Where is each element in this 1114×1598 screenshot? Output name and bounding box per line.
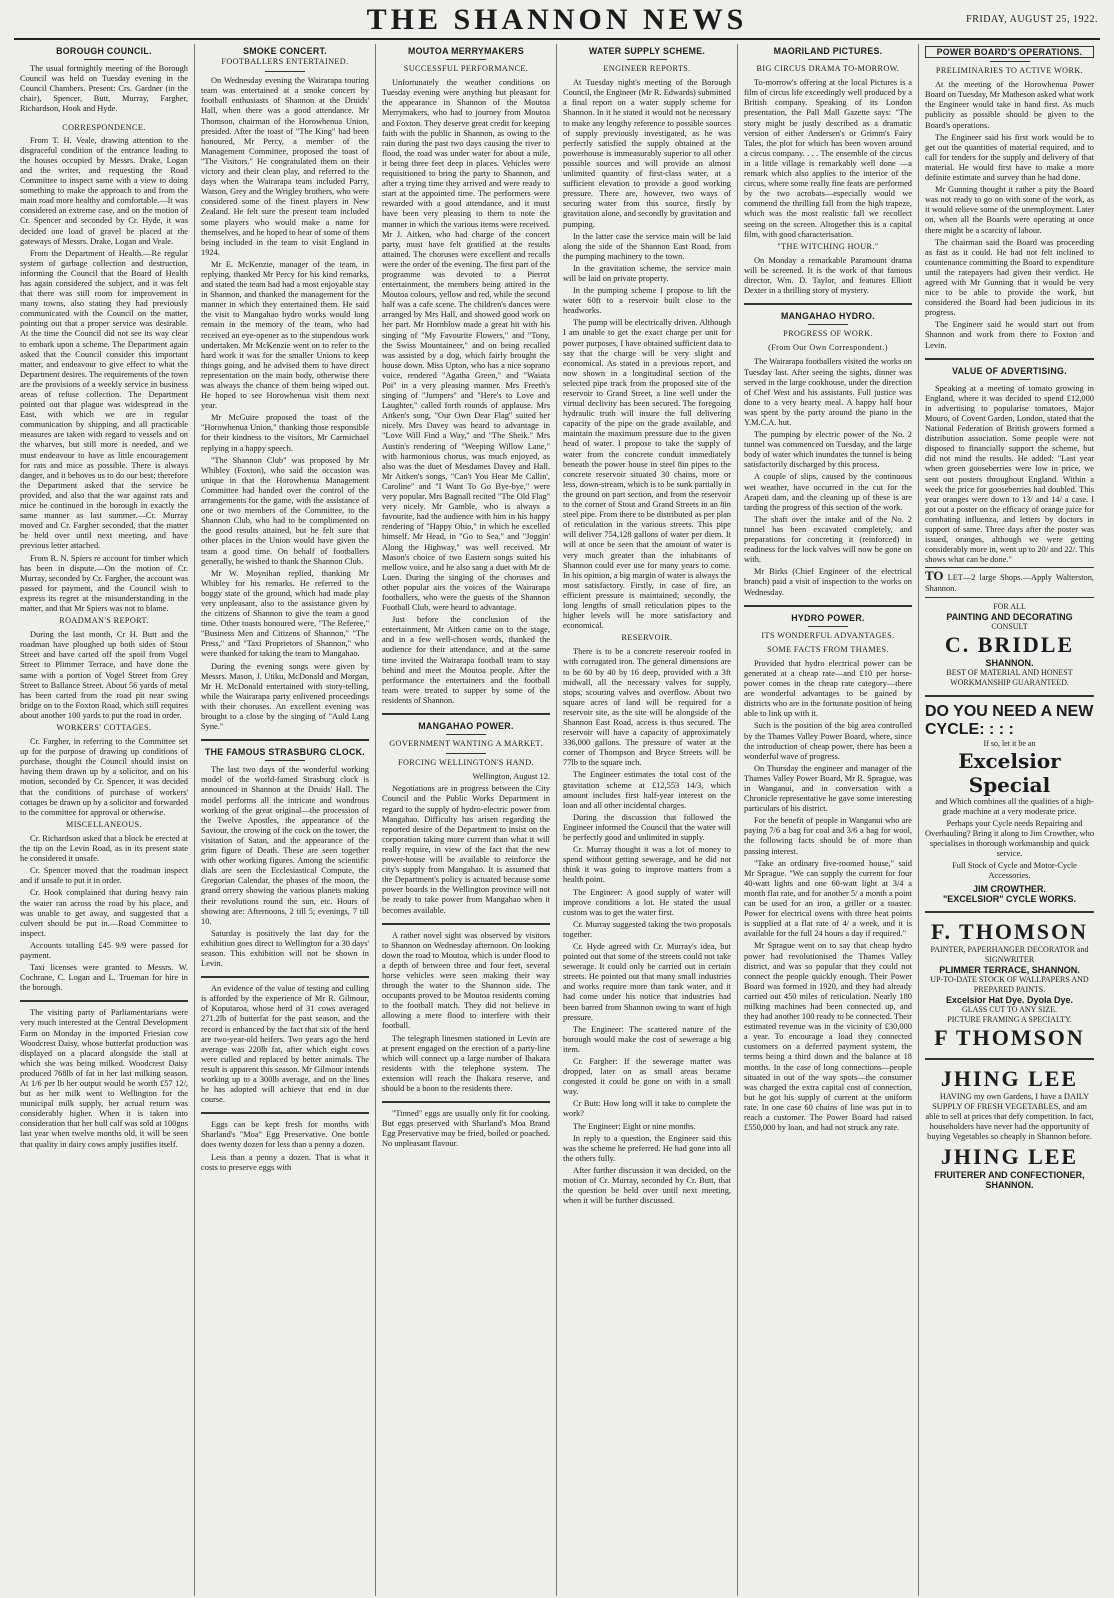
paragraph: A rather novel sight was observed by visitors to Shannon on Wednesday afternoon. On looking down the road to Moutoa, which is under flood to a depth of between three and four feet, several horse vehicles were seen making their way through the water to the Shannon side. The occupants proved to be Moutoa residents coming to the football match. They did not believe in allowing a mere flood to interfere with their football.	[382, 930, 550, 1031]
paragraph: Mr Gunning thought it rather a pity the Board was not ready to go on with some of the work, as it would relieve some of the unemployment. Later on, when all the Boards were operating at once there might be a scarcity of labour.	[925, 185, 1094, 235]
ad-line: SHANNON.	[985, 1180, 1034, 1191]
column-4	[557, 44, 738, 1596]
divider	[265, 71, 305, 72]
paragraph: Mr Sprague went on to say that cheap hydro power had revolutionised the Thames Valley district, and was so popular that they could not connect the people quickly enough. Their Power Board was formed in 1920, and they had already carried out 450 miles of reticulation. Nearly 180 milking machines had been connected up, and they had another 100 ready to be connected. Their estimated revenue was in the vicinity of £30,000 a year. To encourage a load they connected customers on a deferred payment system, the terms being a third down and the balance at 18 months. In the case of long connections—people situated in out of the way spots—the consumer was charged the extra capital cost of connection, but he got his supply of current at the uniform rate. In one case 60 chains of line was put in to reach a customer. The Power Board had raised £550,000 by loan, and had not struck any rate.	[744, 941, 912, 1133]
divider	[925, 358, 1094, 360]
paragraph: "Tinned" eggs are usually only fit for cooking. But eggs preserved with Sharland's Moa Brand Egg Preservative may be fried, boiled or poached. No unpleasant flavour.	[382, 1109, 550, 1149]
divider	[627, 59, 667, 60]
article-heading: POWER BOARD'S OPERATIONS.	[925, 46, 1094, 58]
article-heading: MOUTOA MERRYMAKERS	[407, 46, 524, 56]
to-let-initial: TO	[925, 568, 944, 584]
divider	[808, 59, 848, 60]
ad-headline: DO YOU NEED A NEW CYCLE: : : :	[925, 702, 1094, 738]
newspaper-title: THE SHANNON NEWS	[366, 3, 748, 36]
paragraph: The shaft over the intake and of the No. 2 tunnel has been excavated completely, and preparations for concreting it (reinforced) in readiness for the lock valves will now be gone on with.	[744, 514, 912, 565]
paragraph: On Monday a remarkable Paramount drama will be screened. It is the work of that famous director, Wm. D. Taylor, and features Elliott Dexter in a thrilling story of mystery.	[744, 255, 912, 296]
paragraph: HAVING my own Gardens, I have a DAILY SUPPLY OF FRESH VEGETABLES, and am able to sell at prices that defy competition. In fact, householders have never had the opportunity of buying Vegetables so cheaply in Shannon before.	[925, 1091, 1094, 1142]
thomson-advert	[925, 919, 1094, 1051]
paragraph: Mr E. McKenzie, manager of the team, in replying, thanked Mr Percy for his kind remarks, and stated the team had had a most enjoyable stay in Shannon, and thanked the management for the manner in which they entertained them. He said the visit to Mangahao hydro works would long remain in the memory of the team, who had received an eye-opener as to the stupendous work undertaken. Mr McKenzie went on to refer to the hard work it was for the smaller Unions to keep things going, and he advised them to have direct representation on the main body, otherwise there was always the chance of them being wiped out. He hoped to see Horowhenua visit them next year.	[201, 259, 369, 411]
ad-line: PLIMMER TERRACE, SHANNON.	[939, 964, 1080, 975]
paragraph: Cr. Hyde agreed with Cr. Murray's idea, but pointed out that some of the streets could not take sewerage. It could only be carried out in certain streets. He pointed out that many small industries and works require more than tank water, and it had come under his notice that industries had been barred from Shannon owing to want of high pressure.	[563, 941, 731, 1022]
paragraph: The Engineer: The scattered nature of the borough would make the cost of sewerage a big item.	[563, 1024, 731, 1054]
columns	[14, 44, 1100, 1596]
paragraph: The pumping by electric power of the No. 2 tunnel was commenced on Tuesday, and the large body of water which inundates the tunnel is being satisfactorily discharged by this process.	[744, 430, 912, 470]
divider	[744, 605, 912, 607]
ad-line: FRUITERER AND CONFECTIONER,	[934, 1170, 1085, 1181]
ad-line: PAINTING AND DECORATING	[946, 611, 1073, 622]
advertiser-name: JIM CROWTHER.	[973, 883, 1046, 894]
divider	[446, 753, 486, 754]
divider	[201, 739, 369, 741]
subheading: WORKERS' COTTAGES.	[56, 723, 152, 732]
ad-tagline: BEST OF MATERIAL AND HONEST WORKMANSHIP GUARANTEED.	[946, 667, 1073, 687]
paragraph: "The Shannon Club" was proposed by Mr Whibley (Foxton), who said the occasion was unique in that the Horowhenua Management Committee had handed over the control of the arrangements for the game, with the assistance of one or two members of the Committee, to the Shannon Club, who had to be complimented on the good results attained, but he felt sure that other places in the Union would have given the team a good time. On behalf of footballers generally, he wished to thank the Shannon Club.	[201, 455, 369, 566]
paragraph: Unfortunately the weather conditions on Tuesday evening were anything but pleasant for the appearance in Shannon of the Moutoa Merrymakers, who had to journey from Moutoa and Foxton. They deserve great credit for keeping faith with the public in Shannon, as owing to the rain during the past two days causing the river to flood, the road was under water for about a mile, it being three feet deep in places. Vehicles were requisitioned to bring the party to Shannon, and after a trying time they arrived and were ready to start at the appointed time. The performers were rewarded with a good attendance, and it must have been very pleasing to them to note the manner in which the various items were received. Mr J. Aitken, who had charge of the concert party, must have felt gratified at the results attained. The choruses were excellent and recalls were the order of the evening. The first part of the programme was devoted to a Pierrot entertainment, the members being attired in the Moutoa colours, yellow and red, while the second half was a cafe scene. The children's dances were arranged by Mrs Hall, and showed good work on her part. Mr Hornblow made a great hit with his singing of "My Favourite Flowers," and "Tony, the Swiss Mountaineer," and on being recalled was assisted by a dog, which fairly brought the house down. Miss Upton, who has a nice soprano voice, rendered "Agatha Green," and "Waiata Poi" in a very pleasing manner. Mrs Freeth's singing of "Jumpers" and "Here's to Love and Laughter," called forth rounds of applause. Mrs Aitken's song, "Our Own Dear Flag" suited her nicely. Mrs Davey was heard to advantage in "Love Will Find a Way," and "The Sheik." Mrs Austin's rendering of "Weeping Willow Lane," with harmonious chorus, was much enjoyed, as also was the duet of Mesdames Davey and Hall. Mr Aitken's songs, "Can't You Hear Me Callin', Caroline" and "I Want To Go Bye-bye," were very popular. Mrs Bagnall recited "The Old Flag" very nicely. Mr Gamble, who is always a favourite, had the audience with him in his happy rendering of "Happy Ohio," in which he excelled himself. Mr Head, in "Go to Sea," and "Joggin' Along the Highway," was well received. Mr Mason's choice of two Eastern songs suited his mellow voice, and he also sang a duet with Mr de Luen. During the singing of the choruses and other popular airs the voices of the Wairarapa footballers, who were the guests of the Shannon Football Club, were heard to advantage.	[382, 78, 550, 613]
column-5	[738, 44, 919, 1596]
paragraph: Cr. Fargher, in referring to the Committee set up for the purpose of drawing up conditions of purchase, thought the Council should insist on having them drawn up by a solicitor, and on his motion, seconded by Cr. Spencer, it was decided that the conditions of purchase of workers' cottages be drawn up by a solicitor and forwarded to the committee for approval or otherwise.	[20, 737, 188, 817]
article-heading: MAORILAND PICTURES.	[773, 46, 883, 56]
divider	[990, 379, 1030, 380]
paragraph: The Engineer estimates the total cost of the gravitation scheme at £12,553 14/3, which amount includes first half-year interest on the loan and all other incidental charges.	[563, 770, 731, 810]
paragraph: An evidence of the value of testing and culling is afforded by the experience of Mr R. Gilmour, of Koputaroa, whose herd of 31 cows averaged 271.2lb of butterfat for the past season, and the record is enhanced by the fact that six of the herd are two-year-old heifers. Two years ago the herd average was 220lb fat, after which eight cows were culled and replaced by better animals. The result is apparent this season. Mr Gilmour intends working up to a 300lb average, and on the lines he has adopted will achieve that end in due course.	[201, 984, 369, 1105]
subheading: SUCCESSFUL PERFORMANCE.	[403, 64, 529, 74]
ad-line: PICTURE FRAMING A SPECIALTY.	[947, 1014, 1072, 1024]
paragraph: Just before the conclusion of the entertainment, Mr Aitken came on to the stage, and in a few well-chosen words, thanked the audience for their attendance, and at the same time invited the Wairarapa football team to stay behind and meet the Moutoa people. After the performance the entertainers and the football team were treated to supper by some of the residents of Shannon.	[382, 615, 550, 705]
paragraph: Speaking at a meeting of tomato growing in England, where it was decided to spend £12,000 in advertising to popularise tomatoes, Major Mouro, of Covent Garden, London, stated that the National Federation of British growers formed a distribution association. Some people were not disposed to financially support the scheme, but did not mind the results. He added: "Last year when green gooseberries were low in price, we sent out posters throughout England. Within a week the price for gooseberries had doubled. This year oranges were down to 13/ and 14/ a case. I got out a poster on the efficacy of orange juice for combating influenza, and letters by doctors in support of same. Three days after the poster was issued, oranges, although we were getting considerably more in, went up to 20/ and 22/. This shows what can be done."	[925, 383, 1094, 565]
paragraph: Negotiations are in progress between the City Council and the Public Works Department in regard to the supply of hydro-electric power from Mangahao. Difficulty has arisen regarding the reported desire of the Department to insist on the corporation taking more current than what it will really require, in view of the fact that the new power-house will be available to reinforce the city's supply from Mangahao. It is assumed that the Department's policy is actuated because some power boards in the Wellington province will not be ready to take power from Mangahao when it becomes available.	[382, 784, 550, 915]
divider	[744, 303, 912, 305]
article-heading: VALUE OF ADVERTISING.	[952, 365, 1067, 376]
column-2	[195, 44, 376, 1596]
divider	[808, 324, 848, 325]
article-heading: SMOKE CONCERT.	[243, 46, 327, 56]
to-let-advert	[925, 567, 1094, 597]
subheading: (From Our Own Correspondent.)	[768, 343, 888, 353]
ad-line: PAINTER, PAPERHANGER DECORATOR and SIGNWRITER	[930, 944, 1089, 964]
subheading: PROGRESS OF WORK.	[783, 329, 873, 339]
product-name: Excelsior Special	[958, 748, 1061, 797]
paragraph: From T. H. Veale, drawing attention to the disgraceful condition of the entrance leading to the houses occupied by Messrs. Drake, Logan and the writer, and requesting the Road Committee to inspect same with a view to doing something to make the approach to and from the main road more healthy and comfortable.—It was considered an extreme case, and on the motion of Cr. Spencer and seconded by Cr. Hyde, it was decided one load of gravel be placed at the gateways of Messrs. Drake, Logan and Veale.	[20, 135, 188, 246]
paragraph: and Which combines all the qualities of a high-grade machine at a very moderate price.	[935, 796, 1094, 816]
paragraph: Mr Birks (Chief Engineer of the electrical branch) paid a visit of inspection to the works on Wednesday.	[744, 567, 912, 597]
divider	[84, 59, 124, 60]
divider	[201, 1112, 369, 1114]
masthead	[14, 4, 1100, 40]
paragraph: To-morrow's offering at the local Pictures is a film of circus life exceedingly well produced by a British company. Speaking of its London presentation, the Pall Mall Gazette says: "The story might be justly described as a dramatic version of either Andersen's or Grimm's Fairy Tales, the plot for which has been woven around a circus company. . . . The ensemble of the circus in a little village is remarkably well done —a remark which also applies to the interior of the circus, where some really fine feats are performed by the two acrobats—especially would we commend the thrilling fall from the high trapeze, which was the most realistic fall we recollect seeing on the screen. Altogether this is a capital film, with good characterisation.	[744, 78, 912, 239]
paragraph: On Thursday the engineer and manager of the Thames Valley Power Board, Mr R. Sprague, was in Wanganui, and in conversation with a Chronicle representative he gave some interesting particulars of his district.	[744, 763, 912, 814]
divider	[925, 695, 1094, 697]
paragraph: Saturday is positively the last day for the exhibition goes direct to Wellington for a 30 days' season. This exhibition will not be shown in Levin.	[201, 928, 369, 969]
paragraph: The Engineer said he would start out from Shannon and work from there to Foxton and Levin.	[925, 320, 1094, 350]
subheading: CORRESPONDENCE.	[62, 122, 146, 132]
advertiser-name: F. THOMSON	[931, 918, 1088, 944]
paragraph: From the Department of Health.—Re regular system of garbage collection and destruction, informing the Council that the Board of Health has again considered the subject, and it was felt that there was still room for improvement in many towns, also stating they had previously communicated with the Council on the matter, pointing out that a proper service was desirable. At the time the Council did not see its way clear to embark upon a scheme. The Department again asked that the Council consider this important matter, and endeavour to give effect to what the Department desires. The requirements of the town are the provisions of a weekly service in business areas of refuse collection. The Department pointed out that plague was widespread in the East, with which we are in regular communication by shipping, and all practicable measures are taken with regard to vessels and on the wharves, but still more is needed, and we must endeavour to have as little encouragement for rats and mice as possible. There is always danger, and it behoves us to do our best; therefore the Department asked that the service be provided, and also that the war against rats and mice be continued in the borough in exactly the same manner as last summer.—Cr. Murray moved and Cr. Fargher seconded, that the matter be held over until next meeting, and have previous letter attached.	[20, 248, 188, 551]
subheading: BIG CIRCUS DRAMA TO-MORROW.	[756, 64, 900, 74]
paragraph: In the pumping scheme I propose to lift the water 60ft to a reservoir built close to the headworks.	[563, 286, 731, 316]
bridle-advert	[925, 602, 1094, 688]
paragraph: The pump will be electrically driven. Although I am unable to get the exact charge per unit for power purposes, I have obtained sufficient data to say that the charge will be very slight and economical. As stated in a previous report, and now shown in a longitudinal section of the selected pipe track from the proposed site of the reservoir to Grand Street, a line well under the virtual declivity has been secured. The foregoing hydraulic truth will insure the full delivering capacity of the pipe on the grade available, and maintain the maximum pressure due to the given head of water. I propose to take the supply of water from the concrete conduit immediately beneath the power house in steel 8in pipes to the concrete reservoir situated 30 chains, more or less, down-stream, which is to be sunk partially in the ground on part section, and from the reservoir to the corner of Stout and Grand Streets in an 8in steel pipe. From there to be distributed as per plan of reticulation in the various streets. This pipe will deliver 754,128 gallons of water per diem. It will at once be seen that the amount of water is very much greater than the inhabitants of Shannon could ever use for many years to come. In his opinion, a big margin of water is always the most satisfactory. Firstly, in case of fire, an efficient pressure is maintained; secondly, the long lengths of small reticulation pipes to the higher levels will be more satisfactory and economical.	[563, 318, 732, 631]
advertiser-name: C. BRIDLE	[944, 631, 1075, 657]
paragraph: Cr. Fargher: If the sewerage matter was dropped, later on as small areas became congested it could be gone on with in a small way.	[563, 1057, 731, 1097]
paragraph: The visiting party of Parliamentarians were very much interested at the Central Development Farm on Monday in the imported Friesian cow Woodcrest Daisy, whose butterfat production was displayed on a placard alongside the stall at which she was being milked. Woodcrest Daisy produced 768lb of fat in her last milking season. At 1/6 per lb her output would be worth £57 12/, but as her milk went to Wellington for the municipal milk supply, her actual return was considerably higher. When it is taken into consideration that her bull calf was sold at 100gns last year when twelve months old, it will be seen that quality in dairy cows amply justifies itself.	[20, 1008, 188, 1149]
subheading: FORCING WELLINGTON'S HAND.	[398, 758, 534, 768]
article-heading: MANGAHAO HYDRO.	[781, 311, 875, 322]
paragraph: After further discussion it was decided, on the motion of Cr. Murray, seconded by Cr. Butt, that the question be held over until next meeting, when it will be further discussed.	[563, 1165, 731, 1206]
cycle-advert	[925, 703, 1094, 904]
ad-line: Excelsior Hat Dye. Dyola Dye.	[945, 994, 1074, 1005]
paragraph: In the latter case the service main will be laid along the side of the Shannon East Road, from the pumping machinery to the town.	[563, 231, 731, 261]
paragraph: The Wairarapa footballers visited the works on Tuesday last. After seeing the sights, dinner was served in the large cookhouse, under the direction of Chef West and his assistants. Full justice was done to a very hearty meal. A happy half hour was spent by the party around the piano in the Y.M.C.A. hut.	[744, 357, 912, 427]
divider	[925, 1058, 1094, 1060]
paragraph: Mr W. Moynihan replied, thanking Mr Whibley for his remarks. He referred to the boggy state of the ground, which had made play very unpleasant, also to the assistance given by the citizens of Shannon to give the team a good time. Other toasts honoured were, "The Referee," "Business Men and Citizens of Shannon," "The Press," and "Taxi Proprietors of Shannon," who were thanked for taking the team to Mangahao.	[201, 568, 369, 659]
ad-line: SHANNON.	[985, 657, 1034, 668]
subheading: SOME FACTS FROM THAMES.	[767, 644, 889, 654]
paragraph: Full Stock of Cycle and Motor-Cycle Accessories.	[952, 861, 1077, 881]
article-heading: THE FAMOUS STRASBURG CLOCK.	[204, 747, 366, 758]
divider	[382, 923, 550, 925]
subheading: ROADMAN'S REPORT.	[59, 616, 149, 626]
divider	[20, 1000, 188, 1002]
issue-date: FRIDAY, AUGUST 25, 1922.	[966, 14, 1098, 25]
paragraph: The usual fortnightly meeting of the Borough Council was held on Tuesday evening in the Council Chambers. Present: Crs. Gardner (in the chair), Spencer, Butt, Murray, Fargher, Richardson, Hook and Hyde.	[20, 64, 188, 114]
divider	[990, 61, 1030, 62]
ad-line: "EXCELSIOR" CYCLE WORKS.	[942, 893, 1077, 904]
paragraph: At the meeting of the Horowhenua Power Board on Tuesday, Mr Matheson asked what work the Engineer would take in hand first. As much publicity as possible should be given to the Board's operations.	[925, 80, 1094, 130]
subheading: FOOTBALLERS ENTERTAINED.	[221, 57, 349, 67]
ad-line: UP-TO-DATE STOCK OF WALLPAPERS AND PREPARED PAINTS.	[930, 974, 1089, 994]
jhing-lee-advert	[925, 1066, 1094, 1191]
advertiser-name: F THOMSON	[934, 1024, 1085, 1050]
paragraph: Mr McGuire proposed the toast of the "Horowhenua Union," thanking those responsible for their kindness to the visitors, Mr Carmichael replying in a happy speech.	[201, 413, 369, 453]
paragraph: The chairman said the Board was proceeding as fast as it could. He had not felt inclined to countenance committing the Board to expenditure until the ratepayers had given their verdict. He agreed with Mr Gunning that it would be very nice to be able to provide the work, but considered the Board had been judicious in its progress.	[925, 237, 1094, 318]
subheading: "THE WITCHING HOUR."	[777, 241, 879, 251]
paragraph: Such is the position of the big area controlled by the Thames Valley Power Board, where, since the introduction of cheap power, there has been a wonderful wave of progress.	[744, 721, 912, 761]
to-let-text: LET—2 large Shops.—Apply Walterston, Shannon.	[925, 573, 1094, 593]
divider	[446, 734, 486, 735]
paragraph: The Engineer: A good supply of water will improve conditions a lot. He stated the usual custom was to get the water first.	[563, 887, 731, 917]
advertiser-name: JHING LEE	[940, 1144, 1079, 1170]
subheading: ITS WONDERFUL ADVANTAGES.	[761, 630, 895, 640]
paragraph: Cr. Murray suggested taking the two proposals together.	[563, 919, 731, 939]
dateline: Wellington, August 12.	[472, 772, 550, 782]
paragraph: The Engineer: Eight or nine months.	[573, 1121, 696, 1131]
subheading: RESERVOIR.	[621, 633, 673, 643]
paragraph: Provided that hydro electrical power can be generated at a cheap rate—and £10 per horse-power comes in the cheap rate category—there are wonderful advantages to be gained by districts who are in the fortunate position of being able to link up with it.	[744, 658, 912, 719]
subheading: ENGINEER REPORTS.	[603, 64, 691, 74]
ad-line: FOR ALL	[993, 601, 1026, 611]
paragraph: There is to be a concrete reservoir roofed in with corrugated iron. The general dimensions are to be 60 by 40 by 16 deep, provided with a 3ft midwall, all the necessary valves for supply, stops, scouring valves and overflow. About two square acres of land will be required for a reservoir site, as the site will be alongside of the Shannon East Road, access is thus secured. The reservoir will have a capacity of approximately 336,000 gallons. The pressure of water at the corner of Thompson and Bryce Streets will be 77lb to the square inch.	[563, 647, 731, 768]
paragraph: The Engineer said his first work would be to get out the quantities of material required, and to call for tenders for the supply and delivery of that material. He would first have to make a more definite estimate and survey than he had done.	[925, 132, 1094, 183]
advertiser-name: JHING LEE	[940, 1065, 1079, 1091]
divider	[925, 911, 1094, 913]
paragraph: Cr. Spencer moved that the roadman inspect and if unsafe to put it in order.	[20, 866, 188, 886]
paragraph: "Take an ordinary five-roomed house," said Mr Sprague. "We can supply the current for four 40-watt lights and one 60-watt light at 3/4 a month flat rate, and for another 5/ a month a point can be used for an iron, a griller or a toaster. Power for electrical ovens with three heat points is supplied at a flat rate of 4/ a week, and it is available for the full 24 hours a day if required."	[744, 858, 912, 939]
paragraph: For the benefit of people in Wanganui who are paying 7/6 a bag for coal and 3/6 a bag for wool, the following facts should be of more than passing interest.	[744, 816, 912, 856]
column-3	[376, 44, 557, 1596]
paragraph: In reply to a question, the Engineer said this was the scheme he preferred. He had gone into all the others fully.	[563, 1133, 731, 1163]
article-heading: BOROUGH COUNCIL.	[56, 46, 152, 56]
divider	[382, 713, 550, 715]
divider	[808, 626, 848, 627]
paragraph: During the discussion that followed the Engineer informed the Council that the water will be perfectly good and unlimited in supply.	[563, 812, 731, 843]
paragraph: In the gravitation scheme, the service main will be laid on private property.	[563, 263, 731, 283]
paragraph: During the evening songs were given by Messrs. Mason, J. Utiku, McDonald and Morgan, Mr H. McDonald entertained with story-telling, while the Wairarapa party enlivened proceedings with their choruses. An excellent evening was brought to a close by the singing of "Auld Lang Syne."	[201, 661, 369, 732]
paragraph: Less than a penny a dozen. That is what it costs to preserve eggs with	[201, 1152, 369, 1172]
paragraph: The telegraph linesmen stationed in Levin are at present engaged on the erection of a party-line which will connect up a large number of Ihakara residents with the telephone system. The extension will reach the Ihakara reserve, and should be a boon to the residents there.	[382, 1033, 550, 1093]
ad-line: CONSULT	[991, 621, 1028, 631]
ad-line: GLASS CUT TO ANY SIZE.	[961, 1004, 1058, 1014]
subheading: MISCELLANEOUS.	[66, 819, 142, 829]
paragraph: On Wednesday evening the Wairarapa touring team was entertained at a smoke concert by football enthusiasts of Shannon at the Druids' Hall, when there was a good attendance. Mr Thomson, chairman of the Horowhenua Union, presided. After the toast of "The King" had been honoured, Mr Percy, a member of the Management Committee, proposed the toast of "The Visitors." He congratulated them on their victory and their clean play, and referred to the days when the Wairarapa team included Parry, Watson, Grey and the Wrigley brothers, who were considered some of the finest players in New Zealand. He felt sure the present team included some players who would make a name for themselves, and he hoped to hear of some of them being included in the team to visit England in 1924.	[201, 76, 369, 257]
article-heading: MANGAHAO POWER.	[418, 721, 514, 731]
paragraph: The last two days of the wonderful working model of the world-famed Strasburg clock is announced in Shannon at the Druids' Hall. The model performs all the intricate and wondrous working of the great original—the procession of the Twelve Apostles, the appearance of the Saviour, the crowing of the cock on the tower, the visitation of Satan, and the appearance of the grim figure of Death. These are seen together with other working figures. Among the scientific dials are seen the Ecclesiastical Compute, the Gregorian Calendar, the phases of the moon, the grand orrery showing the various planets making their revolutions round the sun, etc. Hours of showing are: Afternoons, 2 till 5; evenings, 7 till 10.	[201, 765, 369, 926]
article-heading: HYDRO POWER.	[791, 612, 865, 623]
ad-line: If so, let it be an	[983, 738, 1036, 748]
divider	[201, 976, 369, 978]
paragraph: Accounts totalling £45 9/9 were passed for payment.	[20, 940, 188, 960]
paragraph: During the last month, Cr H. Butt and the roadman have ploughed up both sides of Stout Street and have carted off the spoil from Vogel Street to Plimmer Terrace, and have done the same with a portion of Vogel Street from Grey Street to Ballance Street. About 56 yards of metal has been carted from the road pit near swing bridge on to the Foxton Road, which still requires about another 100 yards to put the road in order.	[20, 630, 188, 720]
divider	[382, 1101, 550, 1103]
divider	[265, 760, 305, 761]
paragraph: At Tuesday night's meeting of the Borough Council, the Engineer (Mr R. Edwards) submitted a final report on a water supply scheme for Shannon. In it he stated it would not be necessary to make any lengthy reference to possible sources of supply previously investigated, as he was perfectly satisfied the supply obtained at the powerhouse is immeasurably superior to all other possible sources and will provide an almost unlimited quantity of first-class water, at a sufficient elevation to provide a good working pressure. There are, however, two ways of securing water from this source, firstly by gravitation alone, and secondly by gravitation and pumping.	[563, 78, 731, 229]
paragraph: Cr Butt: How long will it take to complete the work?	[563, 1099, 731, 1119]
divider	[446, 59, 486, 60]
paragraph: Taxi licenses were granted to Messrs. W. Cochrane, C. Logan and L. Trueman for hire in the borough.	[20, 963, 188, 993]
paragraph: From R. N. Spiers re account for timber which has been in dispute.—On the motion of Cr. Murray, seconded by Cr. Fargher, the account was passed for payment, and the Council wish to express its regret at the misunderstanding in the matter, and that Mr Spiers was not to blame.	[20, 553, 188, 613]
paragraph: Cr. Murray thought it was a lot of money to spend without getting sewerage, and he did not think it was going to improve matters from a health point.	[563, 845, 731, 885]
subheading: PRELIMINARIES TO ACTIVE WORK.	[935, 66, 1084, 76]
article-heading: WATER SUPPLY SCHEME.	[588, 46, 706, 56]
paragraph: Eggs can be kept fresh for months with Sharland's "Moa" Egg Preservative. One bottle does twenty dozen for less than a penny a dozen.	[201, 1120, 369, 1150]
paragraph: Cr. Hook complained that during heavy rain the water ran across the road by his place, and was unable to get away, and suggested that a culvert should be put in.—Road Committee to inspect.	[20, 888, 188, 938]
paragraph: Perhaps your Cycle needs Repairing and Overhauling? Bring it along to Jim Crowther, who specialises in thorough workmanship and quick service.	[925, 818, 1095, 859]
column-6	[919, 44, 1100, 1596]
paragraph: A couple of slips, caused by the continuous wet weather, have occurred in the cut for the Arapeti dam, and the cleaning up of these is are tarding the progress of this section of the work.	[744, 472, 912, 512]
paragraph: Cr. Richardson asked that a block be erected at the tip on the Levin Road, as in its present state he considered it unsafe.	[20, 833, 188, 864]
subheading: GOVERNMENT WANTING A MARKET.	[389, 739, 543, 749]
column-1	[14, 44, 195, 1596]
